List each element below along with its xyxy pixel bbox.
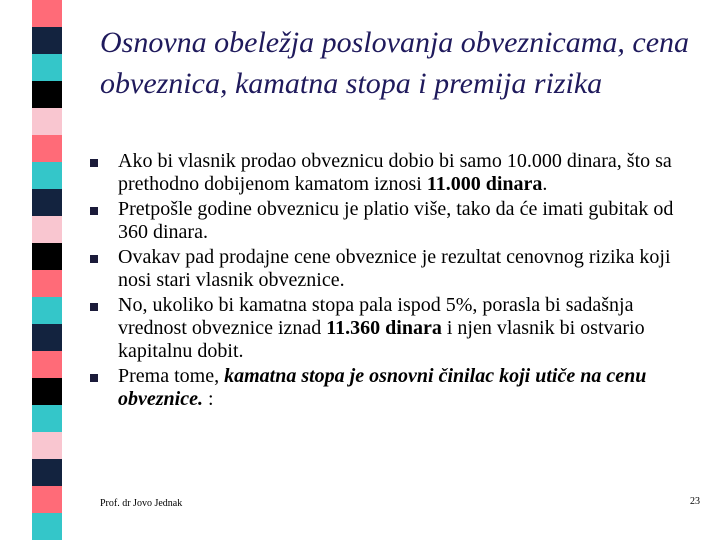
bullet-text-segment: Ovakav pad prodajne cene obveznice je rezultat cenovnog rizika koji nosi stari vlasnik obveznice. xyxy=(118,246,671,291)
bullet-item xyxy=(90,246,700,292)
slide-title: Osnovna obeležja poslovanja obveznicama, cena obveznica, kamatna stopa i premija rizika xyxy=(100,26,690,100)
stripe-block xyxy=(32,189,62,216)
stripe-block xyxy=(32,135,62,162)
stripe-block xyxy=(32,27,62,54)
stripe-block xyxy=(32,486,62,513)
bullet-text-segment: Pretpošle godine obveznicu je platio više, tako da će imati gubitak od 360 dinara. xyxy=(118,198,674,243)
stripe-block xyxy=(32,459,62,486)
bullet-square-icon xyxy=(90,374,98,382)
stripe-block xyxy=(32,108,62,135)
footer-author: Prof. dr Jovo Jednak xyxy=(100,498,183,509)
stripe-block xyxy=(32,378,62,405)
bullet-text-segment: i njen vlasnik bi ostvario kapitalnu dobit. xyxy=(118,317,645,362)
stripe-block xyxy=(32,351,62,378)
bullet-list xyxy=(90,150,700,413)
bullet-text-segment: Ako bi vlasnik prodao obveznicu dobio bi samo 10.000 dinara, što sa prethodno dobijenom kamatom iznosi xyxy=(118,150,672,195)
stripe-block xyxy=(32,432,62,459)
bullet-text-segment: . xyxy=(542,173,548,195)
bullet-square-icon xyxy=(90,303,98,311)
bullet-text-segment: kamatna stopa je osnovni činilac koji utiče na cenu obveznice. xyxy=(118,365,647,410)
stripe-block xyxy=(32,324,62,351)
bullet-item xyxy=(90,198,700,244)
decorative-color-stripe xyxy=(32,0,62,540)
stripe-block xyxy=(32,270,62,297)
stripe-block xyxy=(32,513,62,540)
bullet-item xyxy=(90,294,700,363)
stripe-block xyxy=(32,243,62,270)
stripe-block xyxy=(32,297,62,324)
bullet-square-icon xyxy=(90,159,98,167)
stripe-block xyxy=(32,162,62,189)
bullet-text-segment: : xyxy=(202,388,214,410)
page-number: 23 xyxy=(690,496,700,507)
bullet-text-segment: Prema tome, xyxy=(118,365,225,387)
stripe-block xyxy=(32,0,62,27)
bullet-item xyxy=(90,150,700,196)
stripe-block xyxy=(32,54,62,81)
bullet-text-segment: 11.360 dinara xyxy=(326,317,442,339)
bullet-text-segment: 11.000 dinara xyxy=(426,173,543,195)
stripe-block xyxy=(32,81,62,108)
bullet-square-icon xyxy=(90,207,98,215)
stripe-block xyxy=(32,216,62,243)
bullet-item xyxy=(90,365,700,411)
bullet-square-icon xyxy=(90,255,98,263)
stripe-block xyxy=(32,405,62,432)
bullet-text-segment: No, ukoliko bi kamatna stopa pala ispod 5%, porasla bi sadašnja vrednost obveznice iznad xyxy=(118,294,634,339)
